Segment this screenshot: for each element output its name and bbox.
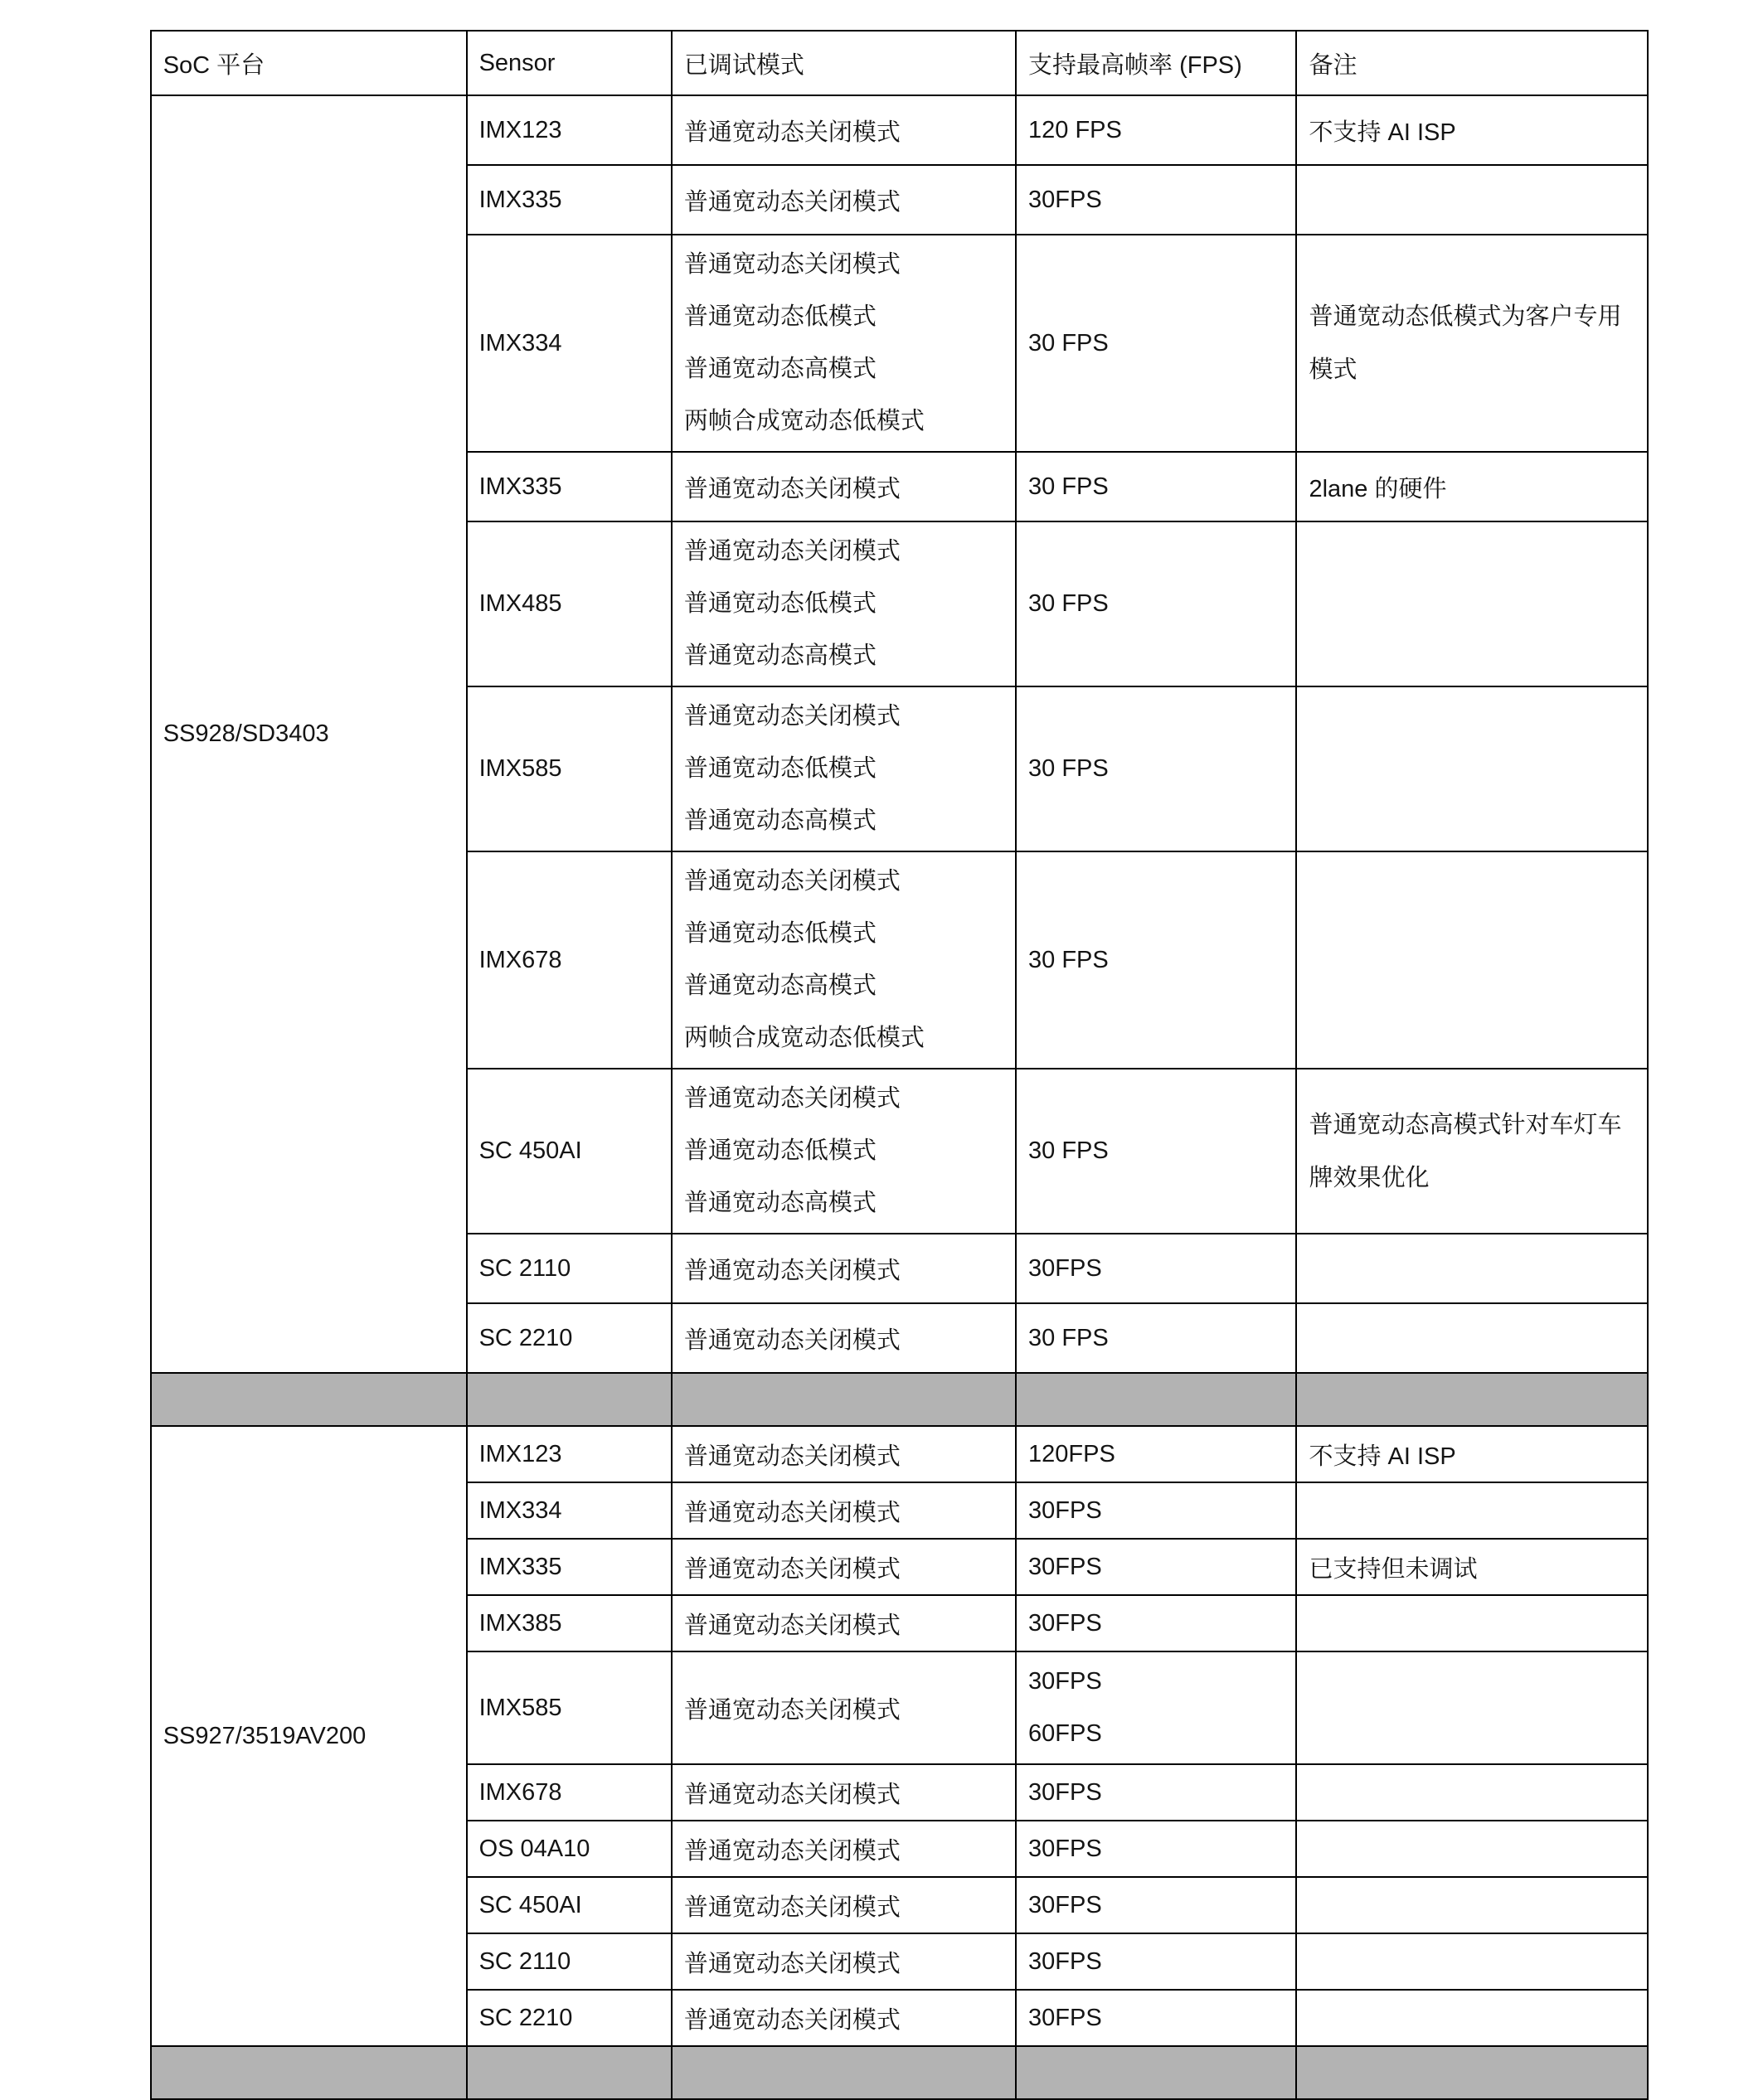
remark-text: 普通宽动态高模式针对车灯车牌效果优化 xyxy=(1309,1111,1622,1191)
remark-cell xyxy=(1296,165,1647,235)
fps-cell: 30 FPS xyxy=(1016,235,1296,452)
mode-line: 普通宽动态关闭模式 xyxy=(683,538,901,565)
fps-cell: 30FPS xyxy=(1016,1933,1296,1990)
sensor-cell: IMX585 xyxy=(467,1651,672,1764)
header-cell-sensor: Sensor xyxy=(467,31,672,95)
remark-cell xyxy=(1296,1764,1647,1821)
modes-cell: 普通宽动态关闭模式 xyxy=(672,1234,1016,1303)
mode-line: 普通宽动态高模式 xyxy=(683,643,877,669)
modes-cell: 普通宽动态关闭模式 xyxy=(672,452,1016,521)
fps-cell: 30 FPS xyxy=(1016,851,1296,1069)
sensor-cell: IMX335 xyxy=(467,452,672,521)
mode-line: 普通宽动态高模式 xyxy=(683,356,877,382)
soc-sensor-support-table xyxy=(150,30,1649,2100)
remark-cell xyxy=(1296,1990,1647,2046)
modes-cell: 普通宽动态关闭模式 xyxy=(672,1426,1016,1482)
separator-cell xyxy=(1016,1373,1296,1426)
platform-cell: SS927/3519AV200 xyxy=(151,1426,467,2046)
separator-cell xyxy=(1296,1373,1647,1426)
header-cell-modes: 已调试模式 xyxy=(672,31,1016,95)
sensor-cell: SC 2210 xyxy=(467,1303,672,1373)
fps-cell: 30 FPS xyxy=(1016,1303,1296,1373)
modes-cell: 普通宽动态关闭模式 xyxy=(672,1990,1016,2046)
remark-cell xyxy=(1296,521,1647,686)
modes-cell: 普通宽动态关闭模式 xyxy=(672,165,1016,235)
table-row xyxy=(151,1426,1648,1482)
fps-line: 30FPS xyxy=(1028,1668,1102,1695)
modes-cell xyxy=(672,851,1016,1069)
mode-line: 普通宽动态低模式 xyxy=(683,303,877,330)
header-row xyxy=(151,31,1648,95)
sensor-cell: IMX123 xyxy=(467,1426,672,1482)
modes-cell: 普通宽动态关闭模式 xyxy=(672,1764,1016,1821)
modes-cell: 普通宽动态关闭模式 xyxy=(672,1933,1016,1990)
sensor-cell: SC 2110 xyxy=(467,1234,672,1303)
remark-cell xyxy=(1296,1933,1647,1990)
remark-text: 普通宽动态低模式为客户专用模式 xyxy=(1309,303,1622,383)
separator-cell xyxy=(151,1373,467,1426)
header-cell-platform: SoC 平台 xyxy=(151,31,467,95)
remark-cell xyxy=(1296,1303,1647,1373)
mode-line: 普通宽动态关闭模式 xyxy=(683,868,901,895)
separator-cell xyxy=(672,1373,1016,1426)
fps-cell: 30 FPS xyxy=(1016,452,1296,521)
sensor-cell: SC 2110 xyxy=(467,1933,672,1990)
remark-cell xyxy=(1296,851,1647,1069)
sensor-cell: IMX585 xyxy=(467,686,672,851)
sensor-cell: IMX335 xyxy=(467,1539,672,1595)
mode-line: 普通宽动态低模式 xyxy=(683,920,877,947)
modes-cell: 普通宽动态关闭模式 xyxy=(672,1482,1016,1539)
remark-cell xyxy=(1296,235,1647,452)
modes-cell xyxy=(672,1069,1016,1234)
sensor-cell: SC 450AI xyxy=(467,1877,672,1933)
remark-cell xyxy=(1296,1821,1647,1877)
separator-cell xyxy=(1016,2046,1296,2099)
remark-cell xyxy=(1296,1482,1647,1539)
modes-cell: 普通宽动态关闭模式 xyxy=(672,1595,1016,1651)
platform-cell: SS928/SD3403 xyxy=(151,95,467,1373)
mode-line: 普通宽动态关闭模式 xyxy=(683,703,901,730)
mode-line: 普通宽动态低模式 xyxy=(683,1137,877,1164)
modes-cell xyxy=(672,686,1016,851)
header-cell-fps: 支持最高帧率 (FPS) xyxy=(1016,31,1296,95)
remark-cell: 不支持 AI ISP xyxy=(1296,95,1647,165)
fps-cell: 30FPS xyxy=(1016,1877,1296,1933)
mode-line: 普通宽动态关闭模式 xyxy=(683,1085,901,1112)
sensor-cell: OS 04A10 xyxy=(467,1821,672,1877)
fps-cell: 30 FPS xyxy=(1016,686,1296,851)
mode-line: 普通宽动态高模式 xyxy=(683,1190,877,1216)
mode-line: 普通宽动态低模式 xyxy=(683,755,877,782)
sensor-cell: SC 2210 xyxy=(467,1990,672,2046)
sensor-cell: IMX678 xyxy=(467,1764,672,1821)
fps-cell: 30FPS xyxy=(1016,1234,1296,1303)
remark-cell: 不支持 AI ISP xyxy=(1296,1426,1647,1482)
modes-cell: 普通宽动态关闭模式 xyxy=(672,1651,1016,1764)
separator-row xyxy=(151,1373,1648,1426)
fps-cell: 120FPS xyxy=(1016,1426,1296,1482)
fps-cell xyxy=(1016,1651,1296,1764)
modes-cell: 普通宽动态关闭模式 xyxy=(672,1303,1016,1373)
mode-line: 两帧合成宽动态低模式 xyxy=(683,408,925,434)
remark-cell: 已支持但未调试 xyxy=(1296,1539,1647,1595)
fps-cell: 30FPS xyxy=(1016,1539,1296,1595)
fps-cell: 30FPS xyxy=(1016,1764,1296,1821)
separator-cell xyxy=(1296,2046,1647,2099)
separator-row xyxy=(151,2046,1648,2099)
sensor-cell: IMX678 xyxy=(467,851,672,1069)
remark-cell xyxy=(1296,1877,1647,1933)
fps-cell: 30FPS xyxy=(1016,1595,1296,1651)
fps-cell: 30FPS xyxy=(1016,1990,1296,2046)
separator-cell xyxy=(151,2046,467,2099)
remark-cell xyxy=(1296,1234,1647,1303)
sensor-cell: IMX485 xyxy=(467,521,672,686)
mode-line: 普通宽动态高模式 xyxy=(683,972,877,999)
fps-cell: 30 FPS xyxy=(1016,521,1296,686)
remark-cell xyxy=(1296,1069,1647,1234)
fps-cell: 30FPS xyxy=(1016,1821,1296,1877)
header-cell-remark: 备注 xyxy=(1296,31,1647,95)
sensor-cell: IMX334 xyxy=(467,1482,672,1539)
mode-line: 普通宽动态关闭模式 xyxy=(683,251,901,278)
remark-cell xyxy=(1296,1651,1647,1764)
fps-cell: 30FPS xyxy=(1016,1482,1296,1539)
mode-line: 普通宽动态高模式 xyxy=(683,808,877,834)
modes-cell: 普通宽动态关闭模式 xyxy=(672,1539,1016,1595)
table-row xyxy=(151,95,1648,165)
modes-cell: 普通宽动态关闭模式 xyxy=(672,1877,1016,1933)
separator-cell xyxy=(672,2046,1016,2099)
fps-cell: 120 FPS xyxy=(1016,95,1296,165)
sensor-cell: IMX123 xyxy=(467,95,672,165)
mode-line: 普通宽动态低模式 xyxy=(683,590,877,617)
fps-line: 60FPS xyxy=(1028,1720,1102,1747)
sensor-cell: IMX385 xyxy=(467,1595,672,1651)
separator-cell xyxy=(467,2046,672,2099)
remark-cell xyxy=(1296,1595,1647,1651)
separator-cell xyxy=(467,1373,672,1426)
sensor-cell: IMX335 xyxy=(467,165,672,235)
modes-cell: 普通宽动态关闭模式 xyxy=(672,1821,1016,1877)
sensor-cell: SC 450AI xyxy=(467,1069,672,1234)
modes-cell xyxy=(672,235,1016,452)
modes-cell: 普通宽动态关闭模式 xyxy=(672,95,1016,165)
fps-cell: 30FPS xyxy=(1016,165,1296,235)
remark-cell: 2lane 的硬件 xyxy=(1296,452,1647,521)
modes-cell xyxy=(672,521,1016,686)
fps-cell: 30 FPS xyxy=(1016,1069,1296,1234)
sensor-cell: IMX334 xyxy=(467,235,672,452)
remark-cell xyxy=(1296,686,1647,851)
mode-line: 两帧合成宽动态低模式 xyxy=(683,1025,925,1051)
